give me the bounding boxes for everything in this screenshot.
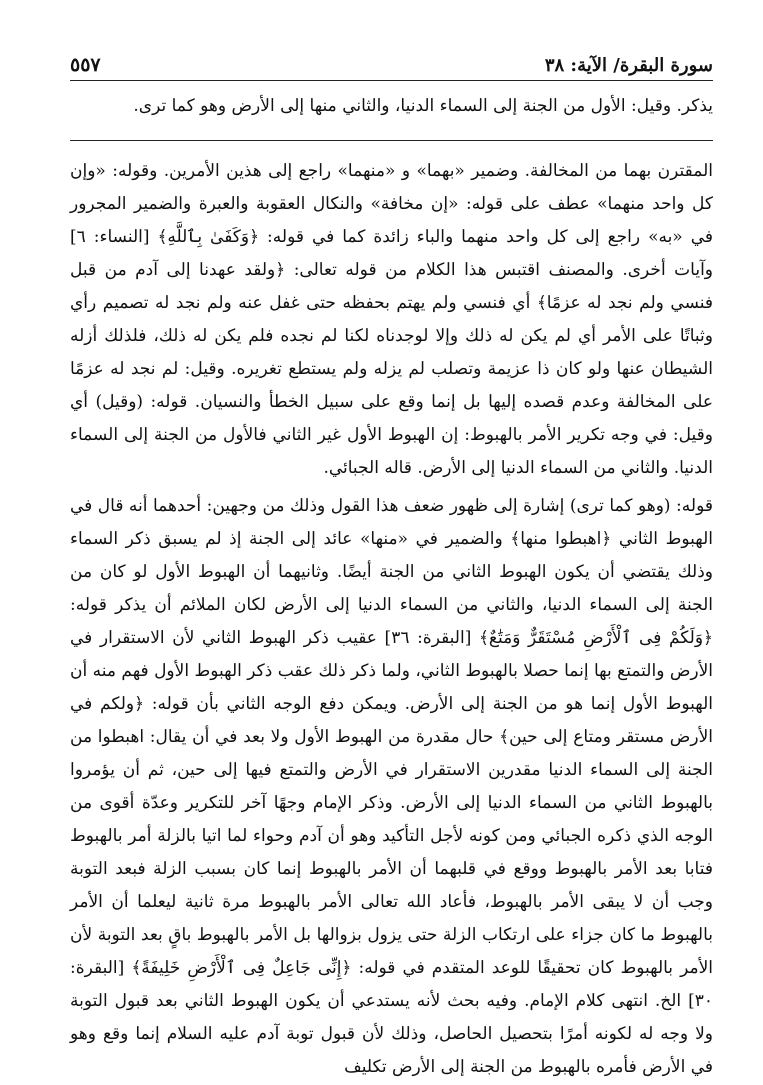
page-header <box>70 44 713 76</box>
main-text-paragraph: يذكر. وقيل: الأول من الجنة إلى السماء الدنيا، والثاني منها إلى الأرض وهو كما ترى. <box>133 96 713 116</box>
header-rule <box>70 80 713 81</box>
commentary-paragraph-2 <box>70 490 713 1084</box>
footnote-separator <box>70 140 713 141</box>
commentary-paragraph-1 <box>70 155 713 485</box>
running-head: سورة البقرة/ الآية: ٣٨ <box>544 55 713 76</box>
main-text <box>70 90 713 123</box>
commentary-text-1: المقترن بهما من المخالفة. وضمير «بهما» و «منهما» راجع إلى هذين الأمرين. وقوله: «وإن كل واحد منهما» عطف على قوله: «إن مخافة» والنكال العقوبة والعبرة والضمير المجرور في «به» راجع إلى كل واحد منهما والباء زائدة كما في قوله: ﴿وَكَفَىٰ بِٱللَّهِ﴾ [النساء: ٦] وآيات أخرى. والمصنف اقتبس هذا الكلام من قوله تعالى: ﴿ولقد عهدنا إلى آدم من قبل فنسي ولم نجد له عزمًا﴾ أي فنسي ولم يهتم بحفظه حتى غفل عنه ولم نجد له تصميم رأي وثباتًا على الأمر أي لم يكن له ذلك وإلا لوجدناه لكنا لم نجده فلم يكن له ذلك، فلذلك أزله الشيطان عنها ولو كان ذا عزيمة وتصلب لم يزله ولم يستطع تغريره. وقيل: لم نجد له عزمًا على المخالفة وعدم قصده إليها بل إنما وقع على سبيل الخطأ والنسيان. قوله: (وقيل) أي وقيل: في وجه تكرير الأمر بالهبوط: إن الهبوط الأول غير الثاني فالأول من الجنة إلى السماء الدنيا. والثاني من السماء الدنيا إلى الأرض. قاله الجبائي. <box>70 161 713 478</box>
commentary-text-2: قوله: (وهو كما ترى) إشارة إلى ظهور ضعف هذا القول وذلك من وجهين: أحدهما أنه قال في الهبوط الثاني ﴿اهبطوا منها﴾ والضمير في «منها» عائد إلى الجنة إذ لم يسبق ذكر السماء وذلك يقتضي أن يكون الهبوط الثاني من الجنة أيضًا. وثانيهما أن الهبوط الأول لو كان من الجنة إلى السماء الدنيا، والثاني من السماء الدنيا إلى الأرض لكان الملائم أن يذكر قوله: ﴿وَلَكُمْ فِى ٱلْأَرْضِ مُسْتَقَرٌّ وَمَتَٰعٌ﴾ [البقرة: ٣٦] عقيب ذكر الهبوط الثاني لأن الاستقرار في الأرض والتمتع بها إنما حصلا بالهبوط الثاني، ولما ذكر ذلك عقب ذكر الهبوط الأول فهم منه أن الهبوط الأول إنما هو من الجنة إلى الأرض. ويمكن دفع الوجه الثاني بأن قوله: ﴿ولكم في الأرض مستقر ومتاع إلى حين﴾ حال مقدرة من الهبوط الأول ولا بعد في أن يقال: اهبطوا من الجنة إلى السماء الدنيا مقدرين الاستقرار في الأرض والتمتع فيها إلى حين، ثم أن يؤمروا بالهبوط الثاني من السماء الدنيا إلى الأرض. وذكر الإمام وجهًا آخر للتكرير وعدّة أقوى من الوجه الذي ذكره الجبائي ومن كونه لأجل التأكيد وهو أن آدم وحواء لما اتيا بالزلة أمر بالهبوط فتابا بعد الأمر بالهبوط ووقع في قلبهما أن الأمر بالهبوط إنما كان بسبب الزلة فبعد التوبة وجب أن لا يبقى الأمر بالهبوط، فأعاد الله تعالى الأمر بالهبوط مرة ثانية ليعلما أن الأمر بالهبوط ما كان جزاء على ارتكاب الزلة حتى يزول بزوالها بل الأمر بالهبوط باقٍ بعد التوبة لأن الأمر بالهبوط كان تحقيقًا للوعد المتقدم في قوله: ﴿إِنِّى جَاعِلٌ فِى ٱلْأَرْضِ خَلِيفَةً﴾ [البقرة: ٣٠] الخ. انتهى كلام الإمام. وفيه بحث لأنه يستدعي أن يكون الهبوط الثاني بعد قبول التوبة ولا وجه له لكونه أمرًا بتحصيل الحاصل، وذلك لأن قبول توبة آدم عليه السلام إنما وقع وهو في الأرض فأمره بالهبوط من الجنة إلى الأرض تكليف <box>70 496 713 1077</box>
page-number: ٥٥٧ <box>70 54 101 76</box>
